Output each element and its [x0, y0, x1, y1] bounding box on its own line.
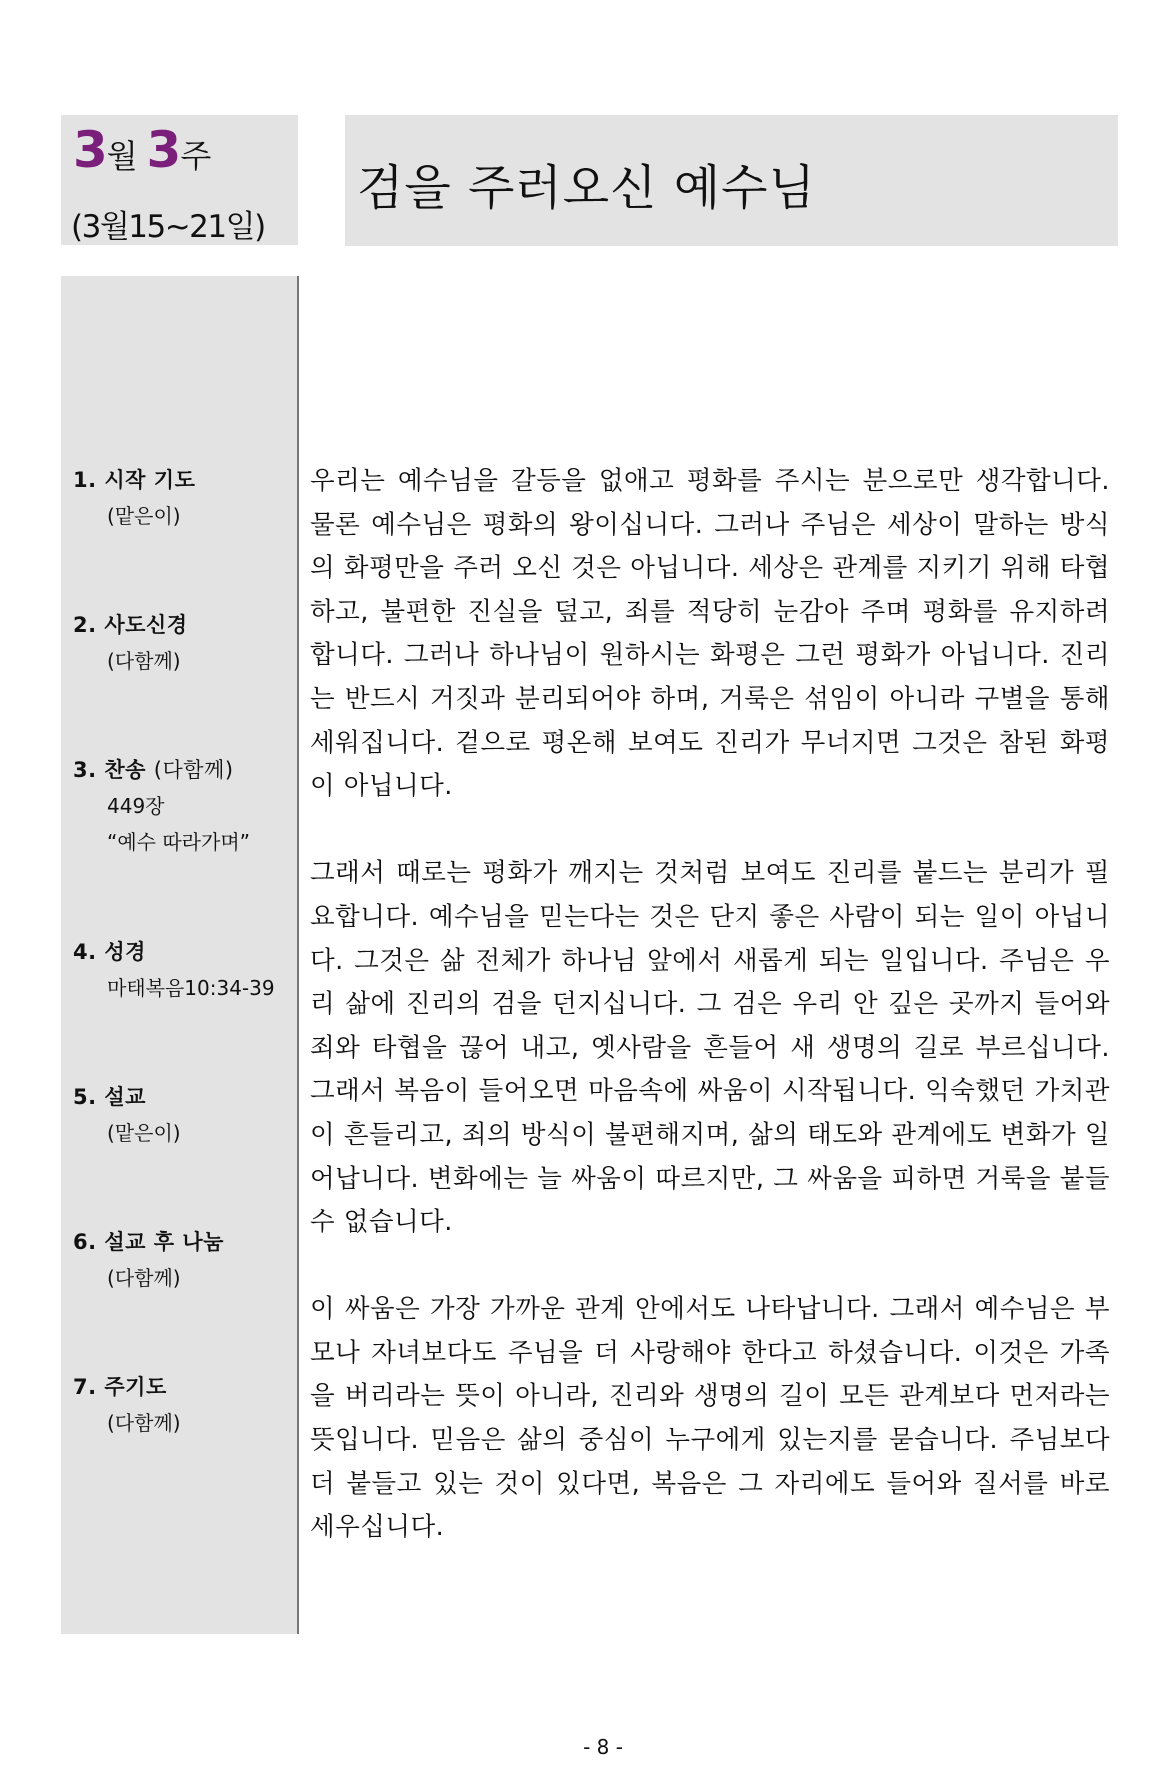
order-item-line: (맡은이)	[107, 1121, 181, 1145]
date-range: (3월15~21일)	[71, 209, 265, 245]
order-item-line: “예수 따라가며”	[107, 830, 250, 854]
paragraph: 이 싸움은 가장 가까운 관계 안에서도 나타납니다. 그래서 예수님은 부모나 자녀보다도 주님을 더 사랑해야 한다고 하셨습니다. 이것은 가족을 버리라는 뜻이 아니라, 진리와 생명의 길이 모든 관계보다 먼저라는 뜻입니다. 믿음은 삶의 중심이 누구에게 있는지를 묻습니다. 주님보다 더 붙들고 있는 것이 있다면, 복음은 그 자리에도 들어와 질서를 바로 세우십니다.	[310, 1294, 1110, 1543]
order-item-title-text: 3. 찬송	[73, 758, 146, 782]
order-item-line: 마태복음10:34-39	[107, 976, 275, 1000]
order-item	[73, 1369, 181, 1441]
order-item-title: 5. 설교	[73, 1085, 146, 1109]
week-label	[73, 121, 210, 179]
week-box	[61, 115, 298, 245]
order-item-line: (맡은이)	[107, 504, 181, 528]
page-title: 검을 주러오신 예수님	[357, 160, 816, 216]
order-of-service-panel	[61, 276, 297, 1634]
order-item	[73, 607, 188, 679]
order-item-title: 6. 설교 후 나눔	[73, 1230, 224, 1254]
paragraph: 그래서 때로는 평화가 깨지는 것처럼 보여도 진리를 붙드는 분리가 필요합니다. 예수님을 믿는다는 것은 단지 좋은 사람이 되는 일이 아닙니다. 그것은 삶 전체가 하나님 앞에서 새롭게 되는 일입니다. 주님은 우리 삶에 진리의 검을 던지십니다. 그 검은 우리 안 깊은 곳까지 들어와 죄와 타협을 끊어 내고, 옛사람을 흔들어 새 생명의 길로 부르십니다. 그래서 복음이 들어오면 마음속에 싸움이 시작됩니다. 익숙했던 가치관이 흔들리고, 죄의 방식이 불편해지며, 삶의 태도와 관계에도 변화가 일어납니다. 변화에는 늘 싸움이 따르지만, 그 싸움을 피하면 거룩을 붙들 수 없습니다.	[310, 858, 1110, 1238]
order-item	[73, 462, 195, 534]
order-item	[73, 752, 250, 860]
month-number: 3	[73, 121, 107, 179]
order-item-line: (다함께)	[107, 649, 181, 673]
order-item-line: (다함께)	[107, 1411, 181, 1435]
order-item-title: 2. 사도신경	[73, 613, 188, 637]
column-divider	[297, 276, 299, 1634]
month-unit: 월	[106, 137, 137, 175]
order-item-title: 4. 성경	[73, 940, 146, 964]
order-item-title	[73, 752, 250, 788]
order-item-title: 1. 시작 기도	[73, 468, 196, 492]
order-item	[73, 934, 275, 1006]
sermon-body	[310, 460, 1110, 1593]
paragraph: 우리는 예수님을 갈등을 없애고 평화를 주시는 분으로만 생각합니다. 물론 예수님은 평화의 왕이십니다. 그러나 주님은 세상이 말하는 방식의 화평만을 주러 오신 것은 아닙니다. 세상은 관계를 지키기 위해 타협하고, 불편한 진실을 덮고, 죄를 적당히 눈감아 주며 평화를 유지하려 합니다. 그러나 하나님이 원하시는 화평은 그런 평화가 아닙니다. 진리는 반드시 거짓과 분리되어야 하며, 거룩은 섞임이 아니라 구별을 통해 세워집니다. 겉으로 평온해 보여도 진리가 무너지면 그것은 참된 화평이 아닙니다.	[310, 466, 1110, 802]
order-item-note: (다함께)	[153, 758, 234, 782]
title-box	[345, 115, 1118, 246]
order-item-title: 7. 주기도	[73, 1375, 167, 1399]
order-item	[73, 1224, 224, 1296]
week-number: 3	[146, 121, 181, 179]
order-item-line: (다함께)	[107, 1266, 181, 1290]
order-item	[73, 1079, 181, 1151]
page-number: - 8 -	[583, 1735, 623, 1759]
order-item-line: 449장	[107, 794, 165, 818]
week-unit: 주	[180, 137, 211, 175]
